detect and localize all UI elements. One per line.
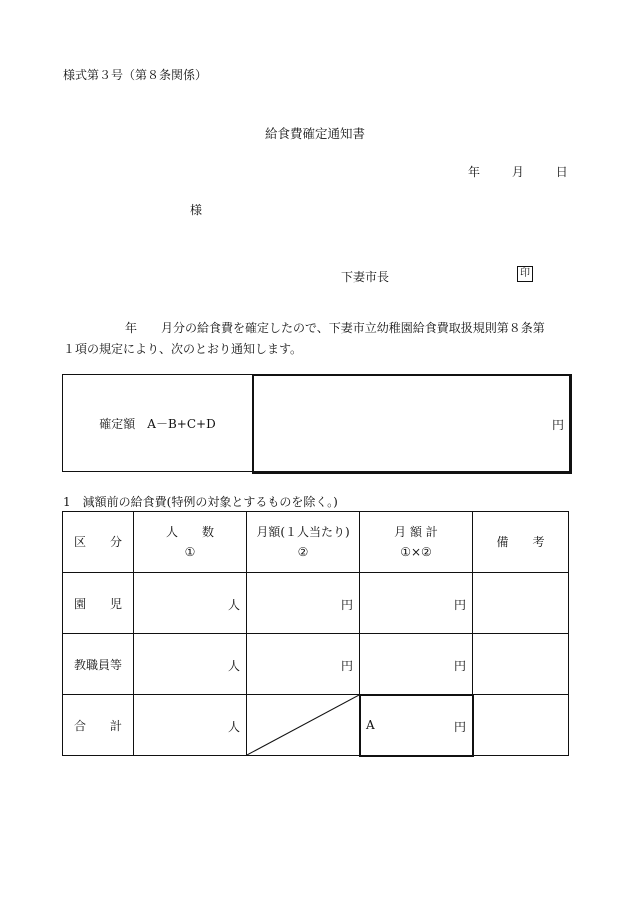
total-unit: 円 bbox=[453, 598, 466, 612]
header-people-mark: ① bbox=[184, 545, 196, 559]
total-unit: 円 bbox=[453, 659, 466, 673]
monthly-field[interactable] bbox=[247, 634, 360, 695]
meal-fee-table bbox=[62, 511, 569, 756]
section-1-heading: 1 減額前の給食費(特例の対象とするものを除く。) bbox=[63, 495, 338, 509]
document-title: 給食費確定通知書 bbox=[264, 126, 365, 141]
sum-total-field-a[interactable] bbox=[360, 695, 473, 756]
seal-mark: 印 bbox=[517, 266, 533, 282]
notice-line-1: 年 月分の給食費を確定したので、下妻市立幼稚園給食費取扱規則第８条第 bbox=[125, 321, 545, 335]
sum-people-field[interactable] bbox=[134, 695, 247, 756]
sum-remarks-field[interactable] bbox=[473, 695, 569, 756]
header-total-mark: ①×② bbox=[400, 545, 432, 559]
confirmed-amount-field[interactable] bbox=[252, 374, 572, 474]
total-field[interactable] bbox=[360, 634, 473, 695]
issuer-name: 下妻市長 bbox=[341, 270, 390, 284]
sum-category: 合 計 bbox=[63, 695, 134, 756]
form-number: 様式第３号（第８条関係） bbox=[63, 68, 208, 82]
date-month: 月 bbox=[511, 165, 524, 179]
diagonal-slash bbox=[247, 695, 359, 755]
date-line bbox=[468, 163, 576, 180]
sum-total-unit: 円 bbox=[453, 720, 466, 734]
notice-line-2: １項の規定により、次のとおり通知します。 bbox=[63, 342, 303, 356]
table-sum-row bbox=[63, 695, 569, 756]
sum-total-mark: A bbox=[366, 718, 375, 732]
header-people bbox=[134, 512, 247, 573]
sum-people-unit: 人 bbox=[227, 720, 240, 734]
remarks-field[interactable] bbox=[473, 573, 569, 634]
header-category: 区 分 bbox=[63, 512, 134, 573]
header-total-label: 月 額 計 bbox=[394, 525, 438, 539]
date-year: 年 bbox=[468, 165, 481, 179]
confirmed-amount-box bbox=[62, 374, 570, 472]
people-unit: 人 bbox=[227, 659, 240, 673]
table-row bbox=[63, 634, 569, 695]
monthly-unit: 円 bbox=[340, 659, 353, 673]
people-unit: 人 bbox=[227, 598, 240, 612]
table-row bbox=[63, 573, 569, 634]
header-people-label: 人 数 bbox=[165, 525, 214, 539]
people-field[interactable] bbox=[134, 573, 247, 634]
row-category: 教職員等 bbox=[63, 634, 134, 695]
remarks-field[interactable] bbox=[473, 634, 569, 695]
sum-monthly-crossed bbox=[247, 695, 360, 756]
monthly-field[interactable] bbox=[247, 573, 360, 634]
header-monthly-label: 月額(１人当たり) bbox=[256, 525, 350, 539]
header-remarks: 備 考 bbox=[473, 512, 569, 573]
total-field[interactable] bbox=[360, 573, 473, 634]
header-monthly bbox=[247, 512, 360, 573]
confirmed-amount-label: 確定額 A－B+C+D bbox=[63, 375, 253, 471]
confirmed-amount-unit: 円 bbox=[551, 418, 564, 432]
header-monthly-mark: ② bbox=[297, 545, 309, 559]
monthly-unit: 円 bbox=[340, 598, 353, 612]
date-day: 日 bbox=[555, 165, 568, 179]
row-category: 園 児 bbox=[63, 573, 134, 634]
notice-body bbox=[63, 318, 573, 360]
people-field[interactable] bbox=[134, 634, 247, 695]
table-header-row bbox=[63, 512, 569, 573]
addressee-suffix: 様 bbox=[190, 203, 203, 217]
header-total bbox=[360, 512, 473, 573]
